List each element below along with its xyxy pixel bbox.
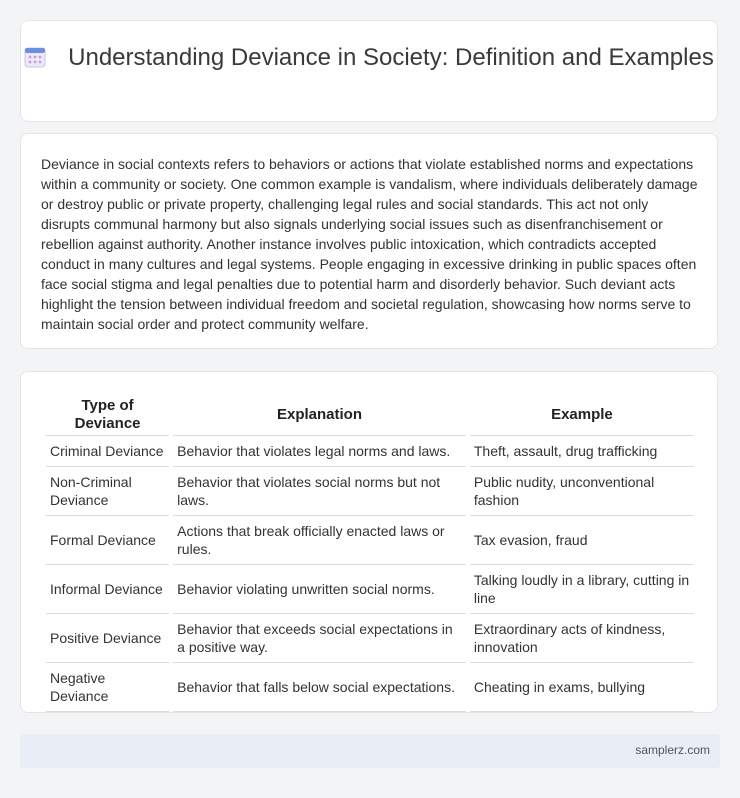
- intro-paragraph: Deviance in social contexts refers to behaviors or actions that violate established norms and expectations within a community or society. One common example is vandalism, where individuals deliberately damage or destroy public or private property, challenging legal rules and social standards. This act not only disrupts communal harmony but also signals underlying social issues such as disenfranchisement or rebellion against authority. Another instance involves public intoxication, which contradicts accepted conduct in many cultures and legal systems. People engaging in excessive drinking in public spaces often face social stigma and legal penalties due to potential harm and disorderly behavior. Such deviant acts highlight the tension between individual freedom and societal regulation, showcasing how norms serve to maintain social order and protect community welfare.: [41, 156, 698, 332]
- cell-type: Negative Deviance: [46, 663, 169, 712]
- cell-explanation: Actions that break officially enacted laws or rules.: [173, 516, 466, 565]
- table-row: [46, 565, 694, 614]
- cell-type: Non-Criminal Deviance: [46, 467, 169, 516]
- title-card: [20, 20, 718, 122]
- footer-site-link[interactable]: samplerz.com: [635, 743, 710, 757]
- intro-card: [20, 133, 718, 349]
- page-title-row: [21, 43, 717, 73]
- cell-example: Cheating in exams, bullying: [470, 663, 694, 712]
- cell-example: Theft, assault, drug trafficking: [470, 436, 694, 467]
- cell-type: Formal Deviance: [46, 516, 169, 565]
- cell-example: Talking loudly in a library, cutting in line: [470, 565, 694, 614]
- cell-example: Tax evasion, fraud: [470, 516, 694, 565]
- cell-explanation: Behavior that violates social norms but not laws.: [173, 467, 466, 516]
- cell-example: Public nudity, unconventional fashion: [470, 467, 694, 516]
- cell-explanation: Behavior that exceeds social expectations in a positive way.: [173, 614, 466, 663]
- cell-type: Positive Deviance: [46, 614, 169, 663]
- cell-example: Extraordinary acts of kindness, innovation: [470, 614, 694, 663]
- table-row: [46, 467, 694, 516]
- cell-explanation: Behavior that falls below social expectations.: [173, 663, 466, 712]
- page-title: Understanding Deviance in Society: Definition and Examples: [68, 44, 714, 71]
- deviance-table: [42, 393, 698, 712]
- cell-type: Informal Deviance: [46, 565, 169, 614]
- footer-bar: [20, 734, 720, 768]
- header-example: Example: [470, 393, 694, 436]
- cell-explanation: Behavior that violates legal norms and laws.: [173, 436, 466, 467]
- header-type: Type of Deviance: [46, 393, 169, 436]
- table-row: [46, 614, 694, 663]
- cell-explanation: Behavior violating unwritten social norms.: [173, 565, 466, 614]
- table-header-row: [46, 393, 694, 436]
- calendar-icon: [24, 46, 46, 68]
- header-explanation: Explanation: [173, 393, 466, 436]
- cell-type: Criminal Deviance: [46, 436, 169, 467]
- table-row: [46, 516, 694, 565]
- table-row: [46, 663, 694, 712]
- table-card: [20, 371, 718, 713]
- table-row: [46, 436, 694, 467]
